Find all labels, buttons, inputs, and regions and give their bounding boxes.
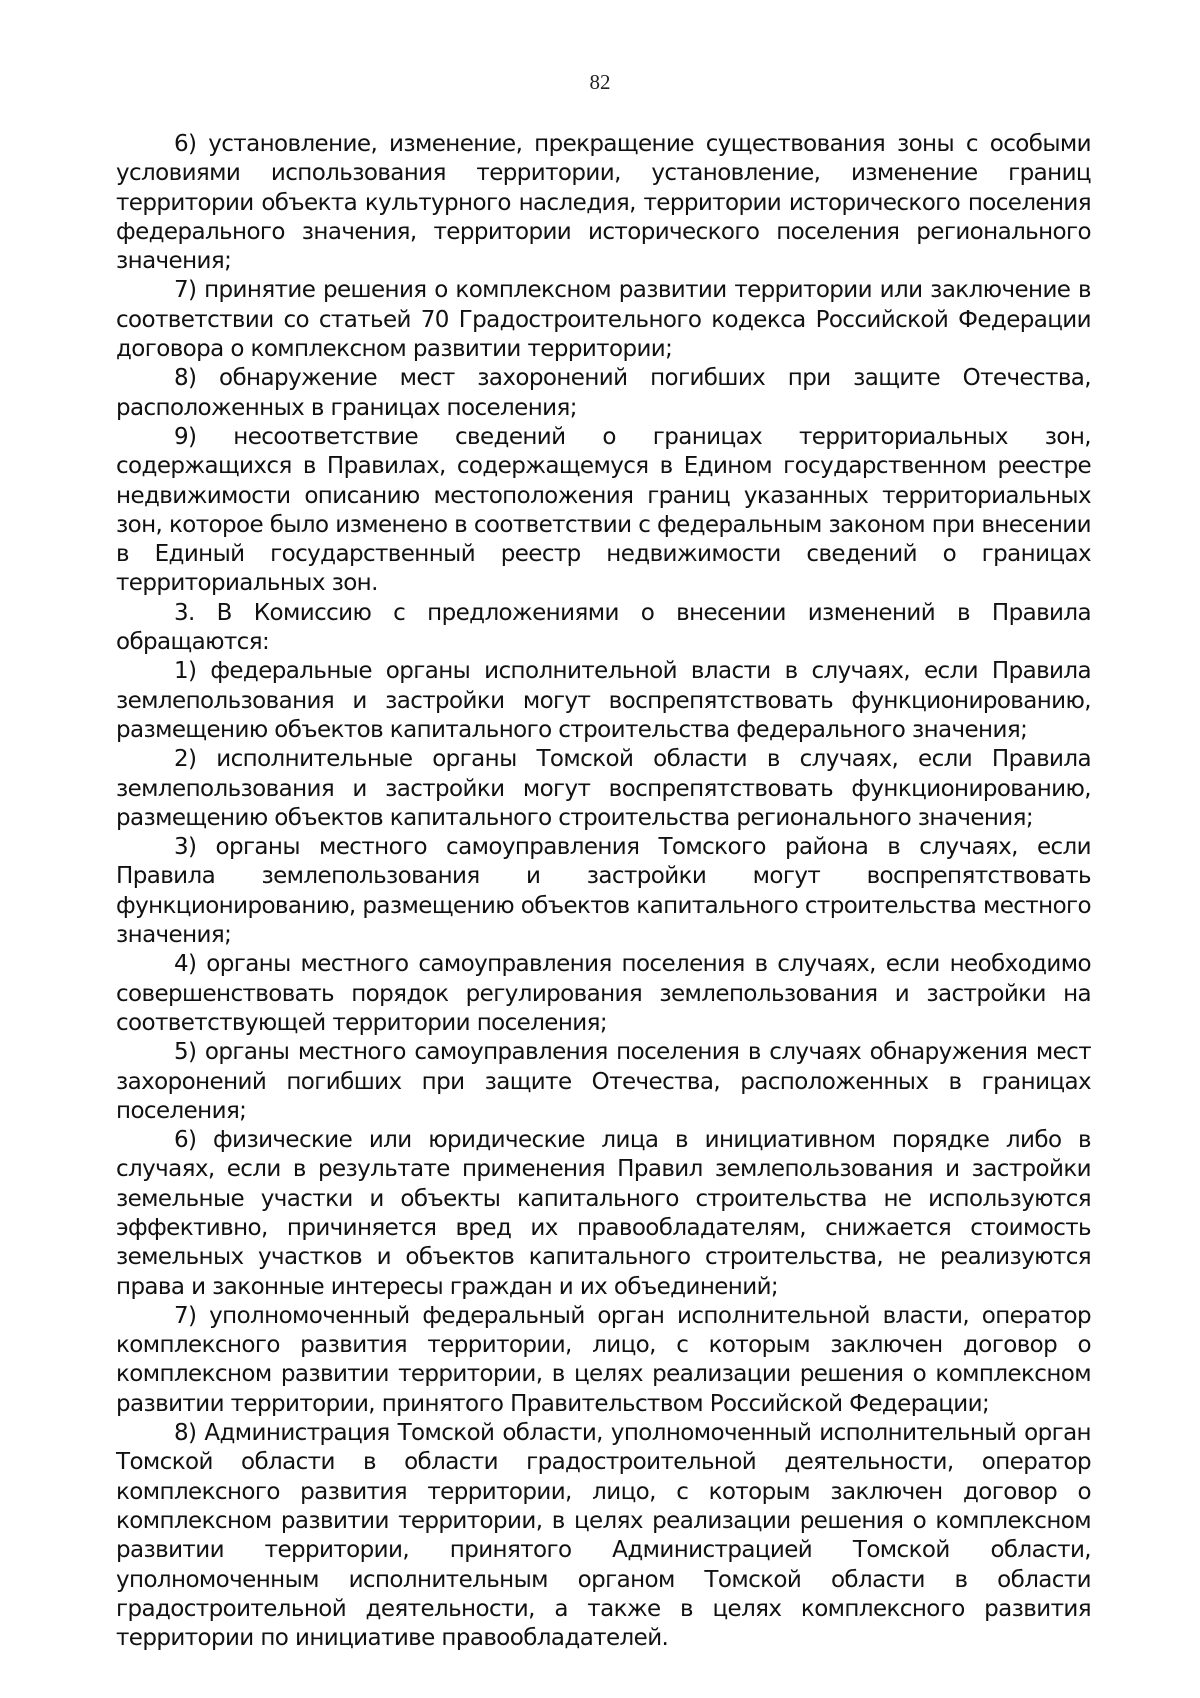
paragraph-item-3-district-bodies: 3) органы местного самоуправления Томского района в случаях, если Правила землепользования и застройки могут воспрепятствовать функционированию, размещению объектов капитального строительства местного значения; <box>116 834 1091 949</box>
paragraph-item-5-settlement-burials: 5) органы местного самоуправления поселения в случаях обнаружения мест захоронений погибших при защите Отечества, расположенных в границах поселения; <box>116 1039 1091 1124</box>
paragraph-item-8-administration: 8) Администрация Томской области, уполномоченный исполнительный орган Томской области в области градостроительной деятельности, оператор комплексного развития территории, лицо, с которым заключен договор о комплексном развитии территории, в целях реализации решения о комплексном развитии территории, принятого Администрацией Томской области, уполномоченным исполнительным органом Томской области в области градостроительной деятельности, а также в целях комплексного развития территории по инициативе правообладателей. <box>116 1420 1091 1652</box>
paragraph-item-6-zone: 6) установление, изменение, прекращение существования зоны с особыми условиями использования территории, установление, изменение границ территории объекта культурного наследия, территории исторического поселения федерального значения, территории исторического поселения регионального значения; <box>116 131 1091 275</box>
paragraph-item-7-federal-operator: 7) уполномоченный федеральный орган исполнительной власти, оператор комплексного развития территории, лицо, с которым заключен договор о комплексном развитии территории, в целях реализации решения о комплексном развитии территории, принятого Правительством Российской Федерации; <box>116 1302 1091 1417</box>
paragraph-item-4-settlement-bodies: 4) органы местного самоуправления поселения в случаях, если необходимо совершенствовать порядок регулирования землепользования и застройки на соответствующей территории поселения; <box>116 951 1091 1036</box>
paragraph-section-3-heading: 3. В Комиссию с предложениями о внесении изменений в Правила обращаются: <box>116 599 1091 656</box>
paragraph-item-9-mismatch: 9) несоответствие сведений о границах территориальных зон, содержащихся в Правилах, содержащемуся в Едином государственном реестре недвижимости описанию местоположения границ указанных территориальных зон, которое было изменено в соответствии с федеральным законом при внесении в Единый государственный реестр недвижимости сведений о границах территориальных зон. <box>116 423 1091 597</box>
paragraph-item-8-burials: 8) обнаружение мест захоронений погибших при защите Отечества, расположенных в границах поселения; <box>116 365 1091 421</box>
page-number: 82 <box>589 70 611 94</box>
document-body <box>116 130 1091 1653</box>
paragraph-item-2-regional-bodies: 2) исполнительные органы Томской области в случаях, если Правила землепользования и застройки могут воспрепятствовать функционированию, размещению объектов капитального строительства регионального значения; <box>116 746 1091 831</box>
paragraph-item-7-decision: 7) принятие решения о комплексном развитии территории или заключение в соответствии со статьей 70 Градостроительного кодекса Российской Федерации договора о комплексном развитии территории; <box>116 277 1091 363</box>
paragraph-item-6-persons: 6) физические или юридические лица в инициативном порядке либо в случаях, если в результате применения Правил землепользования и застройки земельные участки и объекты капитального строительства не используются эффективно, причиняется вред их правообладателям, снижается стоимость земельных участков и объектов капитального строительства, не реализуются права и законные интересы граждан и их объединений; <box>116 1127 1091 1300</box>
paragraph-item-1-federal-bodies: 1) федеральные органы исполнительной власти в случаях, если Правила землепользования и застройки могут воспрепятствовать функционированию, размещению объектов капитального строительства федерального значения; <box>116 658 1091 743</box>
